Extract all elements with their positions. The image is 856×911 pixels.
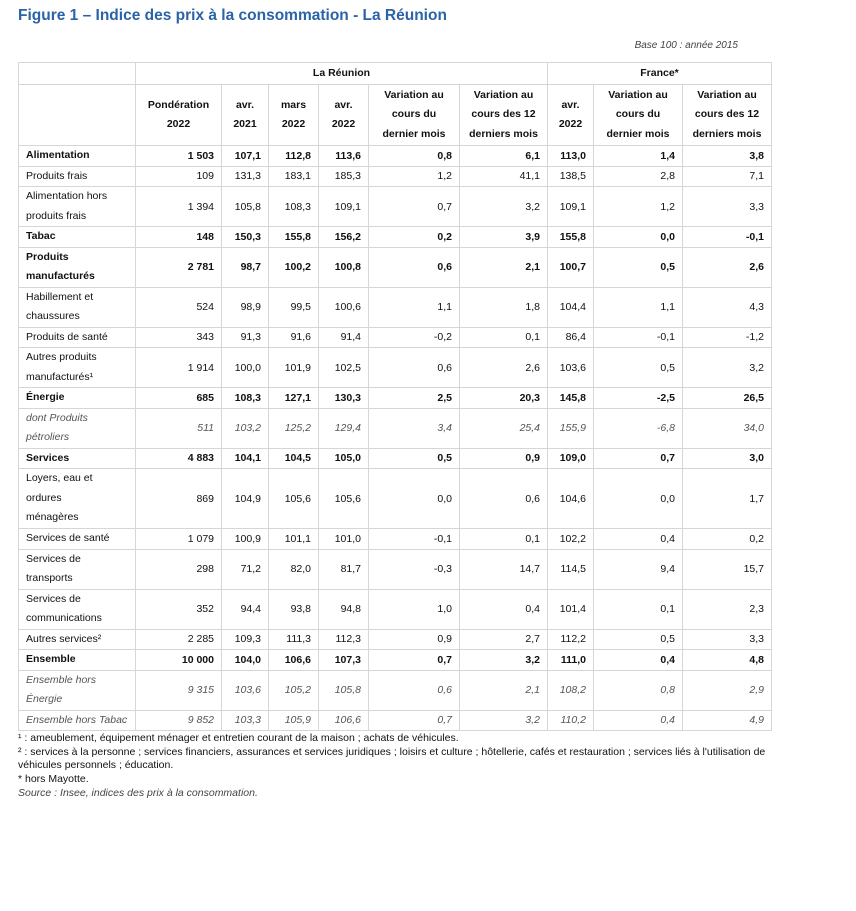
value-cell: 0,6: [369, 670, 460, 710]
row-label: [19, 650, 136, 671]
row-label-line: transports: [26, 572, 73, 584]
table-row: [19, 166, 772, 187]
table-row: [19, 408, 772, 448]
header-line: Variation au: [384, 88, 444, 101]
row-label-line: Alimentation hors: [26, 190, 108, 202]
value-cell: -0,2: [369, 327, 460, 348]
value-cell: 0,1: [460, 529, 548, 550]
value-cell: 0,1: [594, 589, 683, 629]
value-cell: 0,8: [369, 146, 460, 167]
table-row: [19, 247, 772, 287]
value-cell: 352: [136, 589, 222, 629]
value-cell: 148: [136, 227, 222, 248]
table-row: [19, 146, 772, 167]
value-cell: 685: [136, 388, 222, 409]
header-line: cours du: [615, 108, 661, 121]
value-cell: 102,2: [548, 529, 594, 550]
header-line: 2022: [331, 118, 356, 130]
column-header-mars2022: [269, 85, 319, 146]
value-cell: 105,2: [269, 670, 319, 710]
value-cell: 6,1: [460, 146, 548, 167]
value-cell: 98,7: [222, 247, 269, 287]
row-label-line: ordures: [26, 491, 62, 504]
value-cell: 0,9: [460, 448, 548, 469]
value-cell: 131,3: [222, 166, 269, 187]
row-label-line: Autres services²: [26, 632, 102, 645]
value-cell: 0,2: [683, 529, 772, 550]
value-cell: 10 000: [136, 650, 222, 671]
header-line: 2022: [281, 118, 306, 130]
value-cell: 183,1: [269, 166, 319, 187]
footnotes: [18, 732, 778, 801]
header-line: 2021: [233, 118, 257, 130]
column-header-fr-var-mois: [594, 85, 683, 146]
value-cell: 150,3: [222, 227, 269, 248]
value-cell: 20,3: [460, 388, 548, 409]
value-cell: 100,6: [319, 287, 369, 327]
value-cell: 41,1: [460, 166, 548, 187]
value-cell: 129,4: [319, 408, 369, 448]
cpi-table: [18, 62, 772, 731]
value-cell: 112,8: [269, 146, 319, 167]
value-cell: 155,9: [548, 408, 594, 448]
value-cell: 511: [136, 408, 222, 448]
value-cell: 105,6: [269, 469, 319, 529]
value-cell: 34,0: [683, 408, 772, 448]
row-label: [19, 146, 136, 167]
row-label-line: Loyers, eau et: [26, 472, 93, 485]
value-cell: 111,0: [548, 650, 594, 671]
figure-title: Figure 1 – Indice des prix à la consommation - La Réunion: [18, 7, 447, 24]
value-cell: 2 285: [136, 629, 222, 650]
value-cell: 1,4: [594, 146, 683, 167]
value-cell: -0,3: [369, 549, 460, 589]
row-label: [19, 348, 136, 388]
value-cell: 185,3: [319, 166, 369, 187]
table-row: [19, 650, 772, 671]
value-cell: 81,7: [319, 549, 369, 589]
value-cell: 155,8: [548, 227, 594, 248]
value-cell: 4 883: [136, 448, 222, 469]
value-cell: -6,8: [594, 408, 683, 448]
value-cell: 0,8: [594, 670, 683, 710]
footnote-3: * hors Mayotte.: [18, 772, 89, 785]
row-label-line: ménagères: [26, 511, 79, 524]
value-cell: 91,4: [319, 327, 369, 348]
value-cell: -0,1: [369, 529, 460, 550]
value-cell: 0,9: [369, 629, 460, 650]
value-cell: 98,9: [222, 287, 269, 327]
row-label: [19, 227, 136, 248]
corner-cell: [19, 63, 136, 85]
value-cell: 108,3: [269, 187, 319, 227]
value-cell: 101,0: [319, 529, 369, 550]
value-cell: 100,0: [222, 348, 269, 388]
table-row: [19, 549, 772, 589]
value-cell: 108,2: [548, 670, 594, 710]
value-cell: 0,7: [369, 650, 460, 671]
value-cell: 2,7: [460, 629, 548, 650]
value-cell: 0,7: [594, 448, 683, 469]
value-cell: 107,3: [319, 650, 369, 671]
value-cell: 0,4: [594, 650, 683, 671]
value-cell: 103,6: [222, 670, 269, 710]
table-row: [19, 589, 772, 629]
header-line: derniers mois: [469, 127, 538, 140]
value-cell: 106,6: [269, 650, 319, 671]
table-row: [19, 710, 772, 731]
value-cell: 105,8: [319, 670, 369, 710]
row-label-line: Services: [26, 451, 70, 464]
value-cell: 3,9: [460, 227, 548, 248]
value-cell: 109,1: [319, 187, 369, 227]
value-cell: 869: [136, 469, 222, 529]
value-cell: 114,5: [548, 549, 594, 589]
row-label-line: Produits: [26, 250, 69, 263]
row-label: [19, 469, 136, 529]
source-note: Source : Insee, indices des prix à la consommation.: [18, 787, 258, 799]
value-cell: 0,6: [369, 247, 460, 287]
column-header-avr2022: [319, 85, 369, 146]
value-cell: 0,5: [369, 448, 460, 469]
header-line: avr.: [235, 98, 255, 111]
value-cell: -1,2: [683, 327, 772, 348]
value-cell: 104,6: [548, 469, 594, 529]
row-label: [19, 629, 136, 650]
row-label: [19, 670, 136, 710]
label-column-header: [19, 85, 136, 146]
row-label-line: communications: [26, 612, 102, 624]
value-cell: 86,4: [548, 327, 594, 348]
value-cell: 15,7: [683, 549, 772, 589]
value-cell: 3,0: [683, 448, 772, 469]
value-cell: -0,1: [594, 327, 683, 348]
row-label-line: Ensemble hors: [26, 673, 97, 686]
row-label: [19, 187, 136, 227]
value-cell: 0,2: [369, 227, 460, 248]
row-label: [19, 589, 136, 629]
value-cell: 105,8: [222, 187, 269, 227]
footnote-2: ² : services à la personne ; services financiers, assurances et services juridiques ; loisirs et culture ; hôtellerie, cafés et restauration ; services liés à l'utilisation de véhicules personnels ; éducation.: [18, 745, 766, 771]
value-cell: 93,8: [269, 589, 319, 629]
value-cell: 109,0: [548, 448, 594, 469]
value-cell: 298: [136, 549, 222, 589]
value-cell: 106,6: [319, 710, 369, 731]
row-label: [19, 448, 136, 469]
column-header-var-12: [460, 85, 548, 146]
value-cell: 82,0: [269, 549, 319, 589]
header-line: Variation au: [608, 88, 668, 101]
row-label: [19, 529, 136, 550]
table-row: [19, 287, 772, 327]
value-cell: 101,4: [548, 589, 594, 629]
value-cell: 91,3: [222, 327, 269, 348]
value-cell: 105,6: [319, 469, 369, 529]
column-header-ponderation: [136, 85, 222, 146]
value-cell: 112,2: [548, 629, 594, 650]
value-cell: 109,3: [222, 629, 269, 650]
value-cell: 127,1: [269, 388, 319, 409]
row-label: [19, 388, 136, 409]
row-label-line: Services de: [26, 592, 81, 605]
value-cell: 112,3: [319, 629, 369, 650]
value-cell: 109: [136, 166, 222, 187]
value-cell: 3,4: [369, 408, 460, 448]
value-cell: 3,2: [460, 710, 548, 731]
table-row: [19, 670, 772, 710]
header-line: derniers mois: [692, 127, 762, 140]
row-label: [19, 549, 136, 589]
row-label: [19, 287, 136, 327]
header-line: mars: [280, 98, 307, 111]
row-label-line: Ensemble: [26, 653, 76, 665]
table-row: [19, 388, 772, 409]
value-cell: -2,5: [594, 388, 683, 409]
value-cell: 0,6: [460, 469, 548, 529]
row-label-line: Énergie: [26, 391, 65, 403]
header-line: Variation au: [697, 88, 757, 101]
header-line: avr.: [561, 98, 580, 111]
value-cell: 1,1: [369, 287, 460, 327]
value-cell: 109,1: [548, 187, 594, 227]
table-row: [19, 187, 772, 227]
row-label-line: Produits de santé: [26, 330, 108, 343]
value-cell: 99,5: [269, 287, 319, 327]
value-cell: 3,2: [460, 650, 548, 671]
value-cell: 101,9: [269, 348, 319, 388]
value-cell: 105,0: [319, 448, 369, 469]
row-label-line: Habillement et: [26, 290, 94, 303]
header-line: Pondération: [147, 98, 210, 111]
value-cell: 3,2: [460, 187, 548, 227]
row-label: [19, 247, 136, 287]
value-cell: 107,1: [222, 146, 269, 167]
value-cell: 71,2: [222, 549, 269, 589]
table-row: [19, 348, 772, 388]
header-line: dernier mois: [382, 127, 446, 140]
header-line: avr.: [334, 98, 353, 111]
value-cell: 130,3: [319, 388, 369, 409]
value-cell: 1,7: [683, 469, 772, 529]
row-label-line: Ensemble hors Tabac: [26, 713, 128, 726]
value-cell: 524: [136, 287, 222, 327]
header-line: cours des 12: [694, 108, 760, 121]
group-header-reunion: La Réunion: [136, 63, 548, 85]
value-cell: 0,5: [594, 348, 683, 388]
value-cell: 108,3: [222, 388, 269, 409]
value-cell: 2,8: [594, 166, 683, 187]
value-cell: 3,3: [683, 629, 772, 650]
column-header-fr-var-12: [683, 85, 772, 146]
value-cell: 4,3: [683, 287, 772, 327]
row-label-line: produits frais: [26, 209, 87, 222]
row-label-line: Énergie: [26, 693, 63, 705]
value-cell: 138,5: [548, 166, 594, 187]
table-row: [19, 629, 772, 650]
row-label-line: Services de santé: [26, 532, 110, 544]
value-cell: 2,3: [683, 589, 772, 629]
row-label-line: Alimentation: [26, 149, 90, 161]
table-row: [19, 448, 772, 469]
value-cell: 1,1: [594, 287, 683, 327]
value-cell: 94,8: [319, 589, 369, 629]
value-cell: 25,4: [460, 408, 548, 448]
row-label-line: chaussures: [26, 310, 80, 322]
row-label-line: Tabac: [26, 230, 56, 242]
value-cell: 145,8: [548, 388, 594, 409]
value-cell: 343: [136, 327, 222, 348]
header-line: cours du: [391, 108, 437, 121]
value-cell: 100,7: [548, 247, 594, 287]
value-cell: 0,6: [369, 348, 460, 388]
column-header-var-mois: [369, 85, 460, 146]
value-cell: 91,6: [269, 327, 319, 348]
value-cell: 100,9: [222, 529, 269, 550]
value-cell: 1,0: [369, 589, 460, 629]
table-row: [19, 327, 772, 348]
value-cell: 0,4: [460, 589, 548, 629]
row-label: [19, 408, 136, 448]
row-label-line: pétroliers: [26, 431, 70, 443]
row-label-line: Produits frais: [26, 169, 88, 182]
base-note: Base 100 : année 2015: [634, 40, 738, 51]
value-cell: 3,2: [683, 348, 772, 388]
row-label-line: manufacturés: [26, 270, 95, 282]
value-cell: 4,9: [683, 710, 772, 731]
value-cell: 156,2: [319, 227, 369, 248]
value-cell: 103,2: [222, 408, 269, 448]
value-cell: 100,2: [269, 247, 319, 287]
table-row: [19, 227, 772, 248]
group-header-france: France*: [548, 63, 772, 85]
value-cell: 2,1: [460, 247, 548, 287]
value-cell: 0,4: [594, 710, 683, 731]
value-cell: 3,3: [683, 187, 772, 227]
value-cell: 1 394: [136, 187, 222, 227]
header-line: 2022: [166, 118, 191, 130]
row-label-line: dont Produits: [26, 411, 88, 424]
header-line: cours des 12: [471, 108, 536, 121]
row-label-line: Services de: [26, 552, 81, 565]
value-cell: 9 852: [136, 710, 222, 731]
table-row: [19, 529, 772, 550]
value-cell: 1,8: [460, 287, 548, 327]
value-cell: 2,9: [683, 670, 772, 710]
value-cell: 0,1: [460, 327, 548, 348]
row-label-line: manufacturés¹: [26, 370, 94, 383]
value-cell: 3,8: [683, 146, 772, 167]
value-cell: 0,5: [594, 629, 683, 650]
value-cell: 104,5: [269, 448, 319, 469]
value-cell: 1 503: [136, 146, 222, 167]
header-line: Variation au: [473, 88, 534, 101]
value-cell: 4,8: [683, 650, 772, 671]
value-cell: 1,2: [369, 166, 460, 187]
value-cell: 101,1: [269, 529, 319, 550]
value-cell: 113,6: [319, 146, 369, 167]
value-cell: 9,4: [594, 549, 683, 589]
table-row: [19, 469, 772, 529]
value-cell: 9 315: [136, 670, 222, 710]
value-cell: 104,0: [222, 650, 269, 671]
value-cell: 2,5: [369, 388, 460, 409]
column-header-avr2021: [222, 85, 269, 146]
value-cell: 0,4: [594, 529, 683, 550]
header-line: 2022: [558, 118, 583, 130]
footnote-1: ¹ : ameublement, équipement ménager et entretien courant de la maison ; achats de véhicules.: [18, 732, 459, 744]
value-cell: 14,7: [460, 549, 548, 589]
row-label: [19, 327, 136, 348]
value-cell: 2,6: [683, 247, 772, 287]
value-cell: 2 781: [136, 247, 222, 287]
value-cell: 155,8: [269, 227, 319, 248]
value-cell: 0,7: [369, 187, 460, 227]
value-cell: 125,2: [269, 408, 319, 448]
row-label-line: Autres produits: [26, 351, 97, 363]
value-cell: 26,5: [683, 388, 772, 409]
value-cell: 1,2: [594, 187, 683, 227]
value-cell: 1 079: [136, 529, 222, 550]
value-cell: 104,9: [222, 469, 269, 529]
value-cell: 0,7: [369, 710, 460, 731]
value-cell: 2,1: [460, 670, 548, 710]
value-cell: 2,6: [460, 348, 548, 388]
value-cell: -0,1: [683, 227, 772, 248]
row-label: [19, 710, 136, 731]
value-cell: 104,1: [222, 448, 269, 469]
header-line: dernier mois: [606, 127, 670, 140]
value-cell: 0,0: [594, 227, 683, 248]
value-cell: 103,6: [548, 348, 594, 388]
value-cell: 104,4: [548, 287, 594, 327]
value-cell: 110,2: [548, 710, 594, 731]
value-cell: 105,9: [269, 710, 319, 731]
value-cell: 111,3: [269, 629, 319, 650]
value-cell: 103,3: [222, 710, 269, 731]
value-cell: 0,0: [594, 469, 683, 529]
value-cell: 102,5: [319, 348, 369, 388]
value-cell: 1 914: [136, 348, 222, 388]
value-cell: 94,4: [222, 589, 269, 629]
value-cell: 7,1: [683, 166, 772, 187]
value-cell: 100,8: [319, 247, 369, 287]
value-cell: 0,0: [369, 469, 460, 529]
value-cell: 0,5: [594, 247, 683, 287]
column-header-fr-avr2022: [548, 85, 594, 146]
row-label: [19, 166, 136, 187]
value-cell: 113,0: [548, 146, 594, 167]
